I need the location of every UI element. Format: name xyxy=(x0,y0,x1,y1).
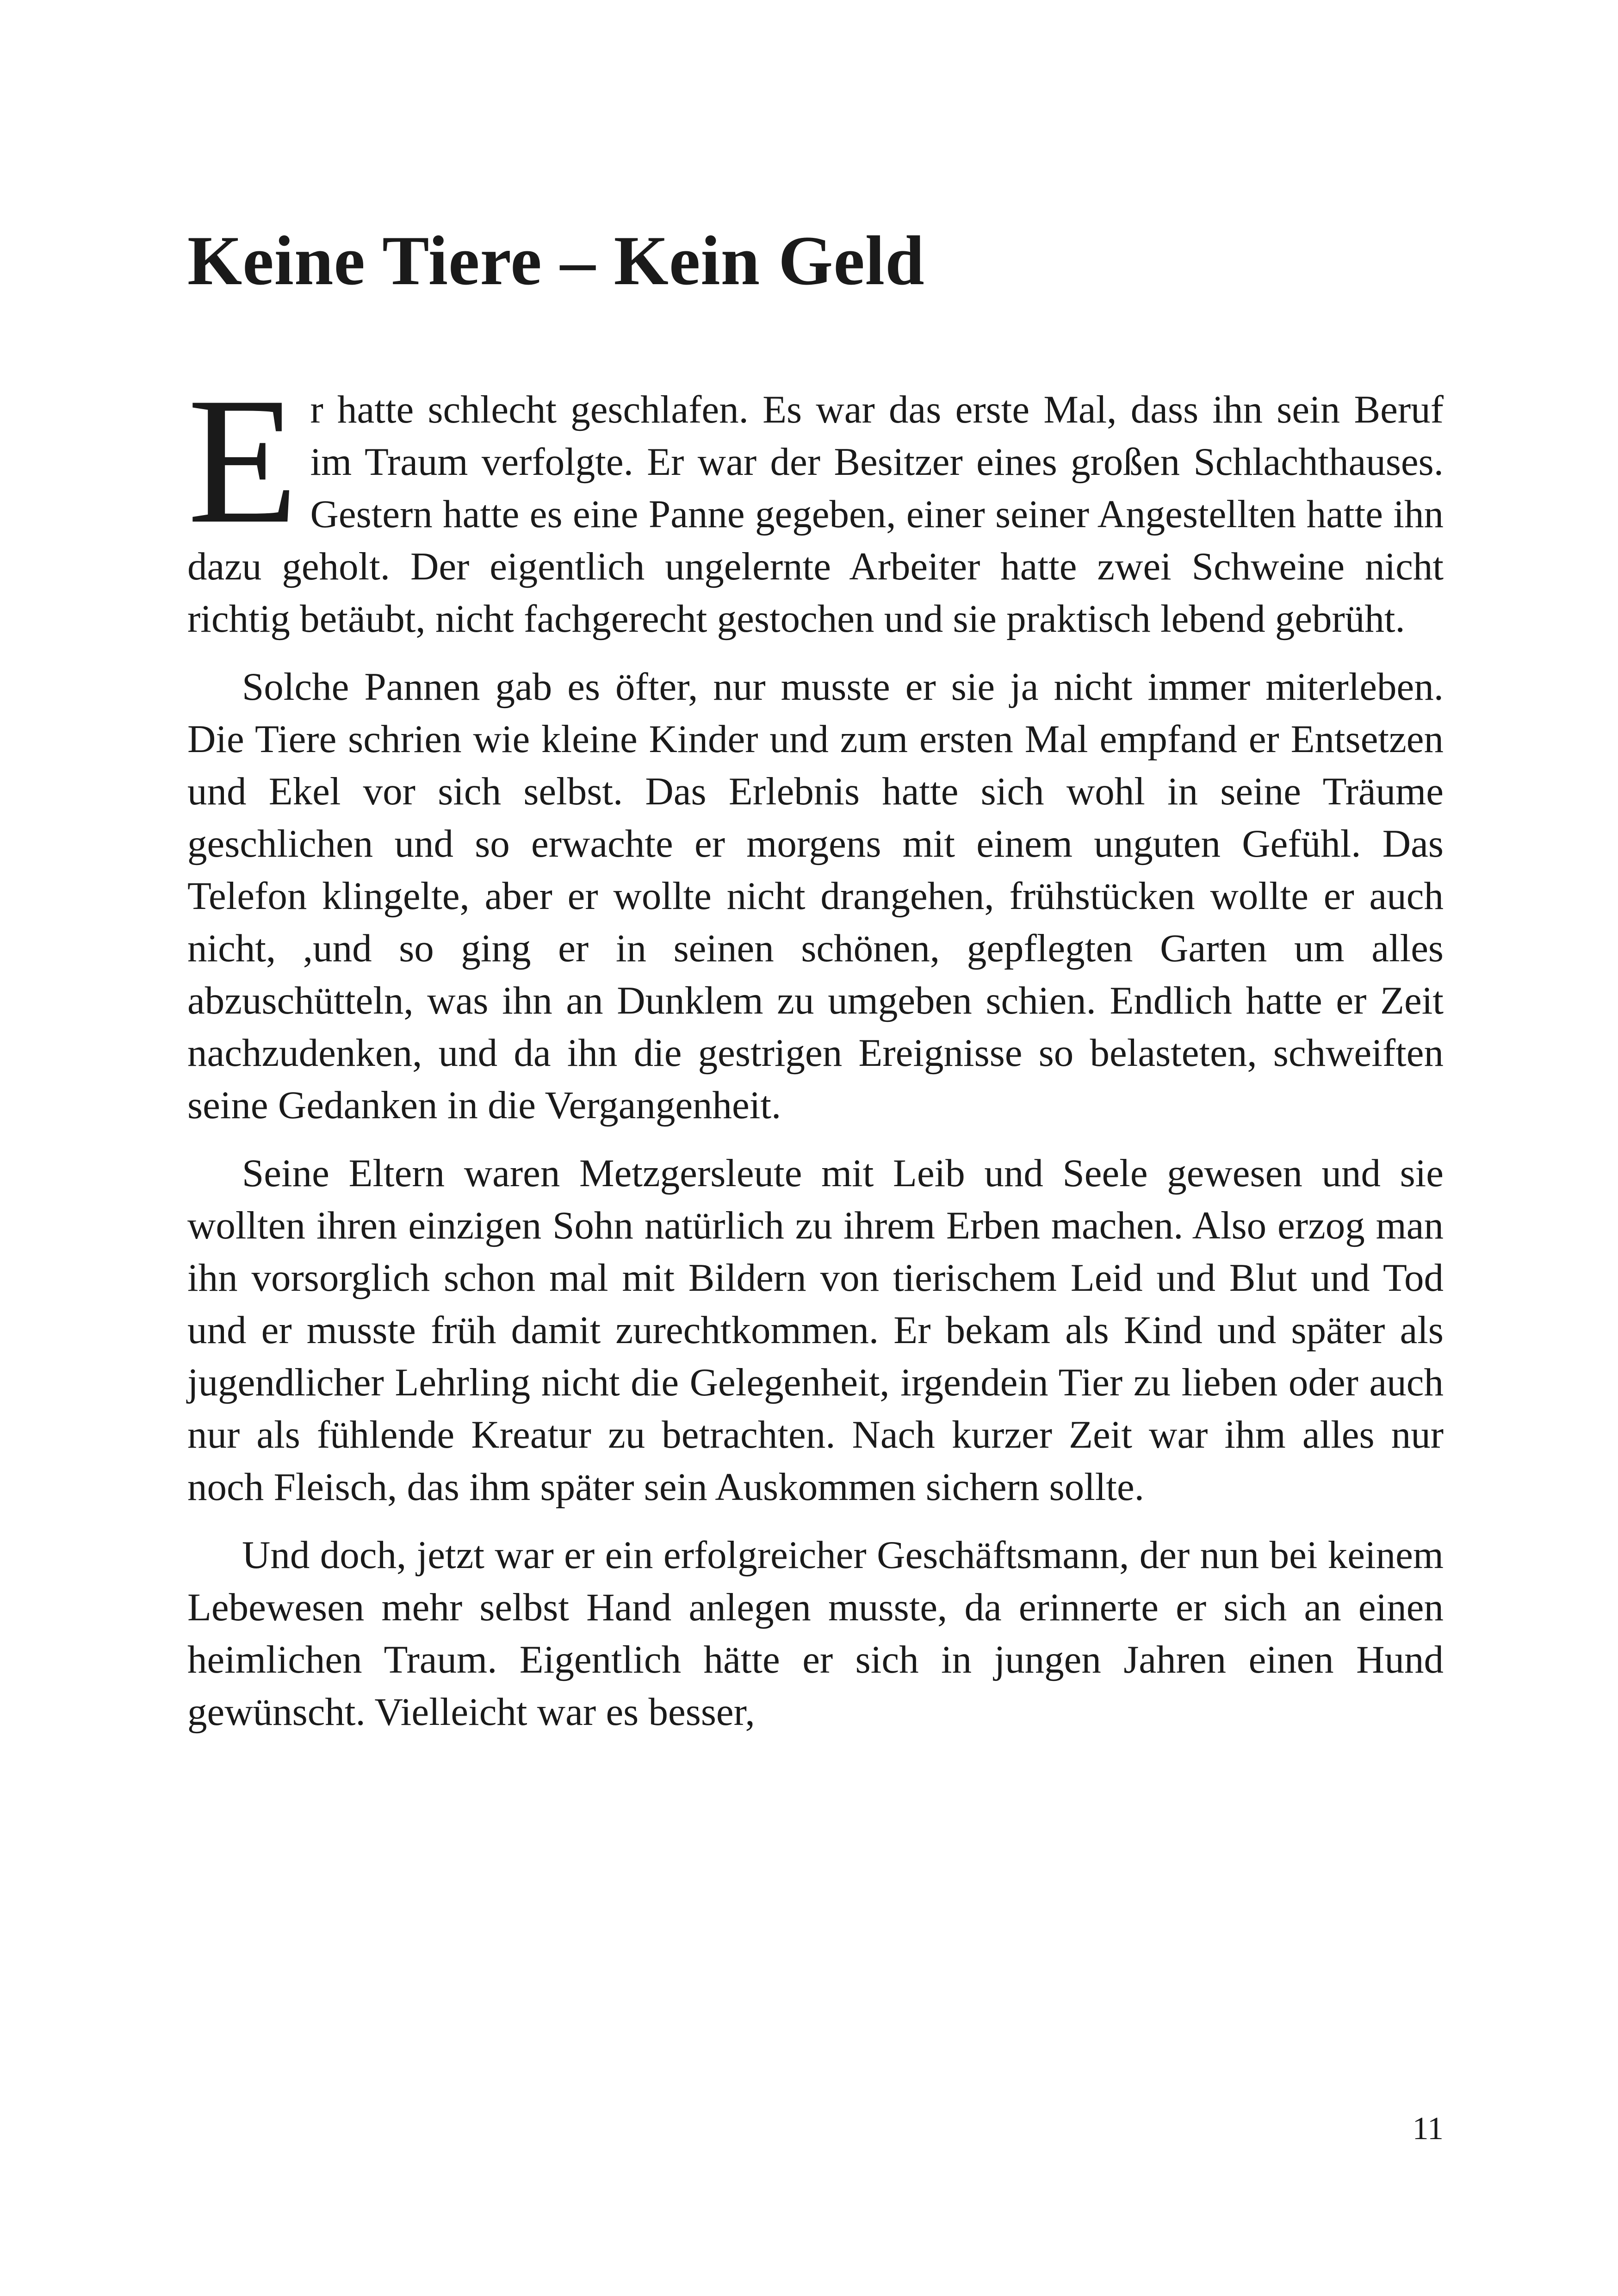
paragraph-4: Und doch, jetzt war er ein erfolgreicher Geschäftsmann, der nun bei keinem Lebewesen mehr selbst Hand anlegen musste, da erinnerte er sich an einen heimlichen Traum. Eigentlich hätte er sich in jungen Jahren einen Hund gewünscht. Vielleicht war es besser, xyxy=(187,1533,1444,1734)
page-number: 11 xyxy=(1412,2111,1444,2147)
paragraph-1-text: r hatte schlecht geschlafen. Es war das erste Mal, dass ihn sein Beruf im Traum verfolgte. Er war der Besitzer eines großen Schlachthauses. Gestern hatte es eine Panne gegeben, einer seiner Angestellten hatte ihn dazu geholt. Der eigentlich ungelernte Arbeiter hatte zwei Schweine nicht richtig betäubt, nicht fachgerecht gestochen und sie praktisch lebend gebrüht. xyxy=(187,388,1444,641)
drop-cap: E xyxy=(187,360,298,561)
paragraph-1 xyxy=(187,360,1444,645)
paragraph-3: Seine Eltern waren Metzgersleute mit Leib und Seele gewesen und sie wollten ihren einzigen Sohn natürlich zu ihrem Erben machen. Also erzog man ihn vorsorglich schon mal mit Bildern von tierischem Leid und Blut und Tod und er musste früh damit zurechtkommen. Er bekam als Kind und später als jugendlicher Lehrling nicht die Gelegenheit, irgendein Tier zu lieben oder auch nur als fühlende Kreatur zu betrachten. Nach kurzer Zeit war ihm alles nur noch Fleisch, das ihm später sein Auskommen sichern sollte. xyxy=(187,1151,1444,1509)
chapter-title: Keine Tiere – Kein Geld xyxy=(187,222,925,299)
paragraph-2: Solche Pannen gab es öfter, nur musste er sie ja nicht immer miterleben. Die Tiere schrien wie kleine Kinder und zum ersten Mal empfand er Entsetzen und Ekel vor sich selbst. Das Erlebnis hatte sich wohl in seine Träume geschlichen und so erwachte er morgens mit einem unguten Gefühl. Das Telefon klingelte, aber er wollte nicht drangehen, frühstücken wollte er auch nicht, ,und so ging er in seinen schönen, gepflegten Garten um alles abzuschütteln, was ihn an Dunklem zu umgeben schien. Endlich hatte er Zeit nachzudenken, und da ihn die gestrigen Ereignisse so belasteten, schweiften seine Gedanken in die Vergangenheit. xyxy=(187,665,1444,1127)
page-content xyxy=(187,222,1444,1738)
